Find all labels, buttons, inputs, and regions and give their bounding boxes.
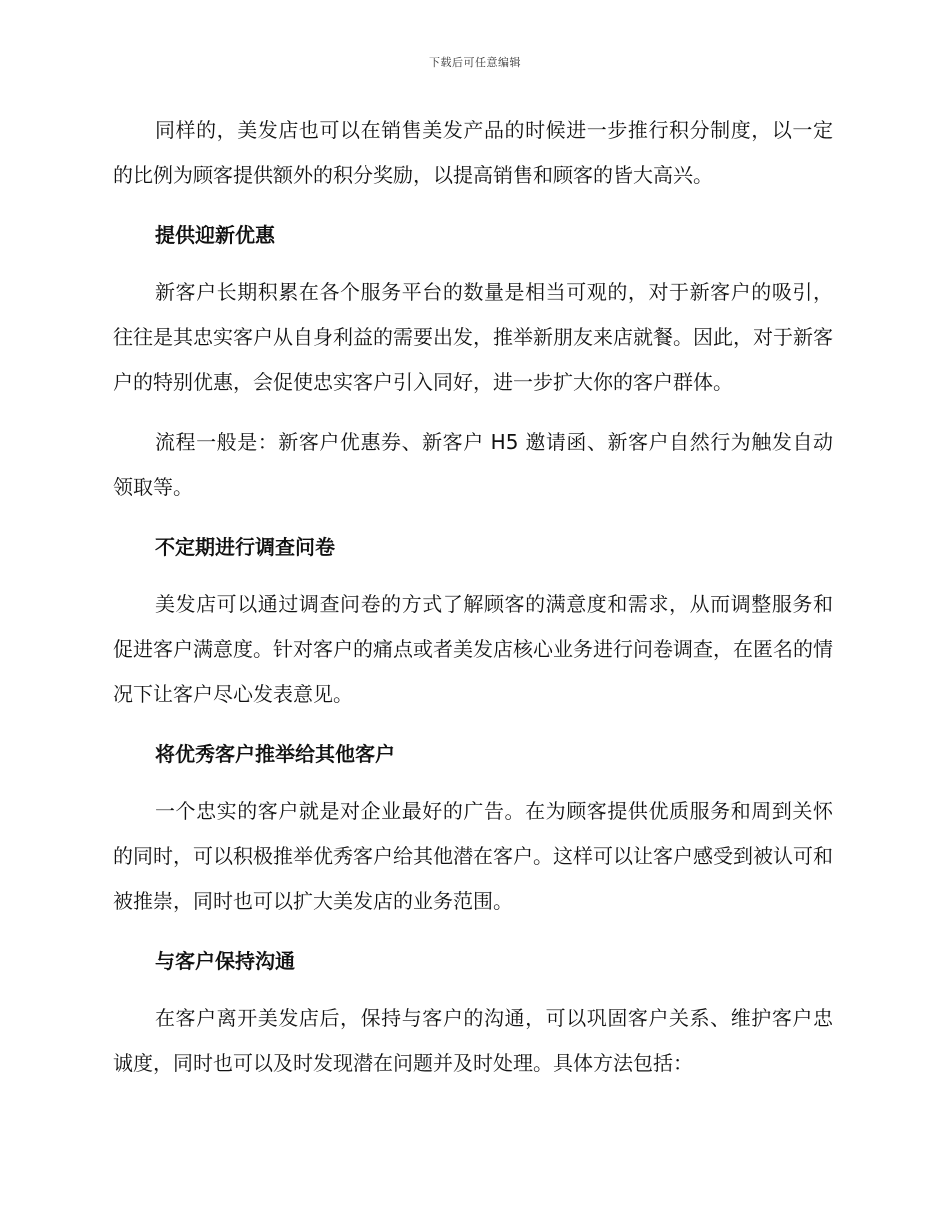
heading-new-customer-offer: 提供迎新优惠 [155, 223, 275, 247]
heading-recommend-customers: 将优秀客户推举给其他客户 [155, 742, 395, 766]
heading-keep-communication: 与客户保持沟通 [155, 949, 295, 973]
paragraph-recommend: 一个忠实的客户就是对企业最好的广告。在为顾客提供优质服务和周到关怀的同时，可以积极推举优秀客户给其他潜在客户。这样可以让客户感受到被认可和被推崇，同时也可以扩大美发店的业务范围。 [113, 799, 833, 913]
heading-survey: 不定期进行调查问卷 [155, 535, 335, 559]
paragraph-points-sales: 同样的，美发店也可以在销售美发产品的时候进一步推行积分制度，以一定的比例为顾客提供额外的积分奖励，以提高销售和顾客的皆大高兴。 [113, 118, 833, 187]
document-body [113, 108, 833, 1101]
paragraph-process: 流程一般是：新客户优惠券、新客户 H5 邀请函、新客户自然行为触发自动领取等。 [113, 430, 833, 499]
paragraph-communication: 在客户离开美发店后，保持与客户的沟通，可以巩固客户关系、维护客户忠诚度，同时也可以及时发现潜在问题并及时处理。具体方法包括： [113, 1006, 833, 1075]
paragraph-new-customer: 新客户长期积累在各个服务平台的数量是相当可观的，对于新客户的吸引，往往是其忠实客户从自身利益的需要出发，推举新朋友来店就餐。因此，对于新客户的特别优惠，会促使忠实客户引入同好，进一步扩大你的客户群体。 [113, 280, 833, 394]
header-note: 下载后可任意编辑 [429, 56, 521, 69]
paragraph-survey: 美发店可以通过调查问卷的方式了解顾客的满意度和需求，从而调整服务和促进客户满意度。针对客户的痛点或者美发店核心业务进行问卷调查，在匿名的情况下让客户尽心发表意见。 [113, 592, 833, 706]
